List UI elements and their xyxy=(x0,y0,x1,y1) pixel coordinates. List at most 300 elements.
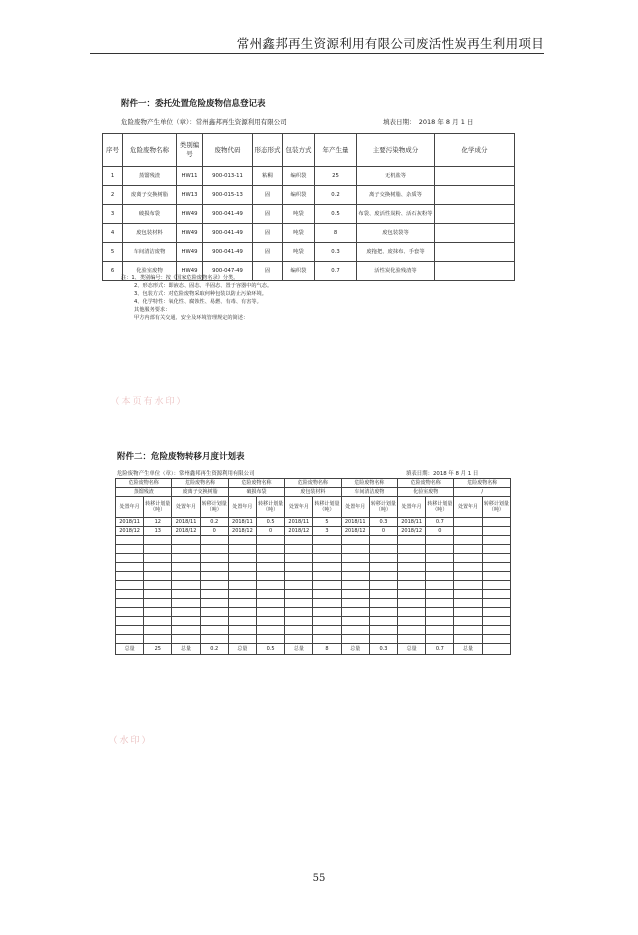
table-cell-empty xyxy=(426,626,454,635)
table-cell-empty xyxy=(228,617,256,626)
waste-name: 化验室废物 xyxy=(398,488,454,497)
waste-name: 破损布袋 xyxy=(228,488,284,497)
table-cell-empty xyxy=(116,536,144,545)
table-cell-empty xyxy=(482,545,510,554)
table-cell-empty xyxy=(454,554,482,563)
table-cell-empty xyxy=(144,545,172,554)
table-cell-empty xyxy=(116,590,144,599)
table-cell: 5 xyxy=(103,243,123,262)
col-header-plan: 转移计划量（吨） xyxy=(200,497,228,518)
table-cell-empty xyxy=(341,599,369,608)
table-cell-empty xyxy=(369,608,397,617)
table-cell: 900-015-13 xyxy=(203,186,253,205)
table-cell: 6 xyxy=(103,262,123,281)
table-cell: 5 xyxy=(313,518,341,527)
table-cell: 0.3 xyxy=(315,243,357,262)
waste-name-label: 危险废物名称 xyxy=(398,479,454,488)
table-cell-empty xyxy=(398,599,426,608)
total-value: 25 xyxy=(144,644,172,655)
table-cell: 12 xyxy=(144,518,172,527)
waste-name-label: 危险废物名称 xyxy=(285,479,341,488)
col-header-month: 处置年月 xyxy=(341,497,369,518)
waste-name-label: 危险废物名称 xyxy=(172,479,228,488)
table-row-empty xyxy=(116,599,511,608)
table-cell-empty xyxy=(116,572,144,581)
table-cell: 4 xyxy=(103,224,123,243)
table-cell-empty xyxy=(398,626,426,635)
table-cell: 2018/12 xyxy=(341,527,369,536)
table-cell-empty xyxy=(341,590,369,599)
table-cell-empty xyxy=(116,554,144,563)
appendix1-notes xyxy=(121,274,272,322)
table-cell-empty xyxy=(454,635,482,644)
table-cell-empty xyxy=(200,581,228,590)
table-cell-empty xyxy=(482,572,510,581)
table-cell: 吨袋 xyxy=(283,243,315,262)
table-header-row xyxy=(116,479,511,488)
col-header-month: 处置年月 xyxy=(116,497,144,518)
table-cell-empty xyxy=(200,545,228,554)
table-cell-empty xyxy=(482,536,510,545)
table-cell-empty xyxy=(454,581,482,590)
table-row-empty xyxy=(116,572,511,581)
table-cell-empty xyxy=(200,608,228,617)
table-cell-empty xyxy=(200,554,228,563)
col-header-plan: 转移计划量（吨） xyxy=(144,497,172,518)
table-cell: 8 xyxy=(315,224,357,243)
table-cell-empty xyxy=(482,563,510,572)
col-header: 主要污染物成分 xyxy=(357,134,435,167)
table-cell-empty xyxy=(398,554,426,563)
table-cell-empty xyxy=(200,617,228,626)
table-row-empty xyxy=(116,626,511,635)
total-label: 总量 xyxy=(341,644,369,655)
table-cell-empty xyxy=(341,563,369,572)
table-cell-empty xyxy=(369,599,397,608)
table-cell xyxy=(435,205,515,224)
table-cell-empty xyxy=(144,581,172,590)
table-cell-empty xyxy=(228,635,256,644)
table-cell-empty xyxy=(369,572,397,581)
table-cell: 蒸馏残渣 xyxy=(123,167,177,186)
table-cell-empty xyxy=(426,554,454,563)
waste-name-label: 危险废物名称 xyxy=(454,479,511,488)
table-cell: 900-041-49 xyxy=(203,224,253,243)
col-header: 形态形式 xyxy=(253,134,283,167)
appendix2-date: 填表日期：2018 年 8 月 1 日 xyxy=(406,471,479,477)
table-cell-empty xyxy=(257,590,285,599)
table-cell-empty xyxy=(285,626,313,635)
table-cell-empty xyxy=(200,635,228,644)
table-cell-empty xyxy=(228,536,256,545)
table-cell-empty xyxy=(398,572,426,581)
table-cell: 固 xyxy=(253,186,283,205)
table-cell: 3 xyxy=(103,205,123,224)
total-label: 总量 xyxy=(398,644,426,655)
table-cell-empty xyxy=(285,635,313,644)
table-cell-empty xyxy=(257,617,285,626)
table-cell: 2018/11 xyxy=(341,518,369,527)
table-cell: 0.5 xyxy=(315,205,357,224)
table-cell-empty xyxy=(228,608,256,617)
table-cell-empty xyxy=(172,545,200,554)
table-cell: HW49 xyxy=(177,205,203,224)
table-cell-empty xyxy=(341,635,369,644)
table-cell-empty xyxy=(144,563,172,572)
table-cell: 900-041-49 xyxy=(203,243,253,262)
table-cell: 0.2 xyxy=(315,186,357,205)
table-cell-empty xyxy=(257,554,285,563)
table-cell xyxy=(435,224,515,243)
waste-name-label: 危险废物名称 xyxy=(341,479,397,488)
table-cell-empty xyxy=(482,626,510,635)
table-cell-empty xyxy=(285,608,313,617)
table-cell-empty xyxy=(482,599,510,608)
table-cell: HW49 xyxy=(177,262,203,281)
table-cell-empty xyxy=(172,608,200,617)
table-cell-empty xyxy=(482,581,510,590)
table-cell-empty xyxy=(398,590,426,599)
table-cell-empty xyxy=(341,536,369,545)
table-cell-empty xyxy=(369,590,397,599)
table-row xyxy=(103,186,515,205)
table-cell-empty xyxy=(426,608,454,617)
table-cell-empty xyxy=(313,554,341,563)
table-row xyxy=(103,167,515,186)
table-cell-empty xyxy=(228,563,256,572)
total-value: 0.7 xyxy=(426,644,454,655)
table-cell xyxy=(454,518,482,527)
table-cell: 固 xyxy=(253,205,283,224)
table-cell: 0.2 xyxy=(200,518,228,527)
table-cell-empty xyxy=(257,626,285,635)
table-cell-empty xyxy=(426,536,454,545)
table-cell-empty xyxy=(369,626,397,635)
header-rule xyxy=(90,53,544,54)
table-cell: 废拖把、废抹布、手套等 xyxy=(357,243,435,262)
table-cell-empty xyxy=(116,545,144,554)
table-cell-empty xyxy=(144,608,172,617)
table-cell-empty xyxy=(257,545,285,554)
col-header-plan: 转移计划量（吨） xyxy=(257,497,285,518)
table-cell: 1 xyxy=(103,167,123,186)
total-label: 总量 xyxy=(454,644,482,655)
table-cell-empty xyxy=(144,617,172,626)
total-label: 总量 xyxy=(116,644,144,655)
table-cell-empty xyxy=(172,536,200,545)
table-row-empty xyxy=(116,545,511,554)
table-cell: HW11 xyxy=(177,167,203,186)
col-header-month: 处置年月 xyxy=(172,497,200,518)
table-cell-empty xyxy=(426,617,454,626)
table-cell-empty xyxy=(172,572,200,581)
table-cell: 2018/11 xyxy=(285,518,313,527)
table-cell-empty xyxy=(482,590,510,599)
note-line: 注：1、类别编号：按《国家危险废物名录》分类。 xyxy=(121,275,239,281)
table-cell-empty xyxy=(172,563,200,572)
table-cell-empty xyxy=(313,599,341,608)
table-cell-empty xyxy=(144,536,172,545)
table-cell: 0 xyxy=(200,527,228,536)
table-cell-empty xyxy=(369,617,397,626)
table-cell: 吨袋 xyxy=(283,224,315,243)
table-cell-empty xyxy=(426,563,454,572)
table-cell-empty xyxy=(426,581,454,590)
waste-name: 废包装材料 xyxy=(285,488,341,497)
table-row-empty xyxy=(116,563,511,572)
monthly-transfer-plan-table xyxy=(115,478,511,655)
table-cell: 900-047-49 xyxy=(203,262,253,281)
table-cell: 0 xyxy=(426,527,454,536)
waste-name: 车间清洁废物 xyxy=(341,488,397,497)
table-cell-empty xyxy=(116,635,144,644)
note-line: 3、包装方式：对危险废物采取何种包装以防止污染环境。 xyxy=(134,291,267,297)
table-cell: 破损布袋 xyxy=(123,205,177,224)
col-header-month: 处置年月 xyxy=(228,497,256,518)
table-cell-empty xyxy=(313,545,341,554)
waste-name: 废离子交换树脂 xyxy=(172,488,228,497)
table-cell: 离子交换树脂、杂质等 xyxy=(357,186,435,205)
table-cell-empty xyxy=(313,581,341,590)
table-cell-empty xyxy=(398,581,426,590)
appendix1-date: 填表日期： 2018 年 8 月 1 日 xyxy=(383,118,474,126)
col-header-plan: 转移计划量（吨） xyxy=(313,497,341,518)
table-cell: 粘稠 xyxy=(253,167,283,186)
table-cell-empty xyxy=(228,626,256,635)
table-row xyxy=(116,518,511,527)
table-row-empty xyxy=(116,554,511,563)
total-label: 总量 xyxy=(285,644,313,655)
col-header-plan: 转移计划量（吨） xyxy=(369,497,397,518)
table-cell-empty xyxy=(341,545,369,554)
table-cell: 固 xyxy=(253,262,283,281)
table-cell: 2018/11 xyxy=(116,518,144,527)
table-cell: 废离子交换树脂 xyxy=(123,186,177,205)
table-cell-empty xyxy=(144,599,172,608)
page-number: 55 xyxy=(312,873,326,884)
table-cell: 2018/12 xyxy=(285,527,313,536)
col-header: 序号 xyxy=(103,134,123,167)
table-cell-empty xyxy=(257,599,285,608)
table-cell: 2018/12 xyxy=(116,527,144,536)
table-cell-empty xyxy=(200,572,228,581)
table-cell-empty xyxy=(228,581,256,590)
table-cell-empty xyxy=(426,635,454,644)
table-cell-empty xyxy=(313,590,341,599)
table-cell: 2018/12 xyxy=(398,527,426,536)
total-label: 总量 xyxy=(172,644,200,655)
table-cell-empty xyxy=(257,635,285,644)
table-cell-empty xyxy=(426,599,454,608)
table-cell-empty xyxy=(369,536,397,545)
table-cell: 0 xyxy=(257,527,285,536)
table-cell: HW49 xyxy=(177,243,203,262)
total-value: 8 xyxy=(313,644,341,655)
table-cell-empty xyxy=(313,608,341,617)
table-cell xyxy=(482,527,510,536)
col-header: 化学成分 xyxy=(435,134,515,167)
table-cell-empty xyxy=(285,536,313,545)
table-cell-empty xyxy=(285,581,313,590)
table-header-row xyxy=(103,134,515,167)
faint-watermark-text: （本页有水印） xyxy=(104,397,188,407)
table-cell: 废包装材料 xyxy=(123,224,177,243)
table-cell-empty xyxy=(228,572,256,581)
table-cell-empty xyxy=(398,545,426,554)
note-line: 2、形态形式：即液态、固态、半固态、置于容器中的气态。 xyxy=(134,283,273,289)
table-cell xyxy=(435,186,515,205)
table-cell-empty xyxy=(144,626,172,635)
document-header-title: 常州鑫邦再生资源利用有限公司废活性炭再生利用项目 xyxy=(236,36,544,51)
table-cell-empty xyxy=(257,536,285,545)
table-cell-empty xyxy=(285,617,313,626)
table-cell-empty xyxy=(398,608,426,617)
col-header-plan: 转移计划量（吨） xyxy=(426,497,454,518)
table-cell-empty xyxy=(398,617,426,626)
total-value xyxy=(482,644,510,655)
table-cell-empty xyxy=(313,626,341,635)
table-cell: 车间清洁废物 xyxy=(123,243,177,262)
table-cell: 2 xyxy=(103,186,123,205)
table-cell-empty xyxy=(172,590,200,599)
table-cell xyxy=(435,243,515,262)
table-cell: 废包装袋等 xyxy=(357,224,435,243)
note-line: 4、化学特性：氧化性、腐蚀性、易燃、有毒、有害等。 xyxy=(134,299,262,305)
waste-name-label: 危险废物名称 xyxy=(228,479,284,488)
table-cell-empty xyxy=(426,545,454,554)
col-header: 危险废物名称 xyxy=(123,134,177,167)
table-row-empty xyxy=(116,581,511,590)
table-cell-empty xyxy=(257,608,285,617)
table-cell: 0.7 xyxy=(315,262,357,281)
table-cell: 2018/11 xyxy=(172,518,200,527)
table-cell-empty xyxy=(341,581,369,590)
table-cell-empty xyxy=(398,563,426,572)
table-row xyxy=(103,205,515,224)
table-cell-empty xyxy=(454,536,482,545)
col-header: 年产生量 xyxy=(315,134,357,167)
total-value: 0.5 xyxy=(257,644,285,655)
table-cell-empty xyxy=(369,563,397,572)
table-cell-empty xyxy=(285,554,313,563)
table-cell: 900-041-49 xyxy=(203,205,253,224)
table-cell xyxy=(454,527,482,536)
table-cell: 2018/11 xyxy=(398,518,426,527)
table-cell-empty xyxy=(369,581,397,590)
table-cell-empty xyxy=(454,599,482,608)
table-cell: 布袋、废活性炭粉、活石灰粉等 xyxy=(357,205,435,224)
table-cell-empty xyxy=(313,572,341,581)
table-cell: 2018/11 xyxy=(228,518,256,527)
table-cell-empty xyxy=(313,635,341,644)
table-cell: 编织袋 xyxy=(283,186,315,205)
table-cell: 3 xyxy=(313,527,341,536)
table-cell: 2018/12 xyxy=(228,527,256,536)
table-cell-empty xyxy=(116,608,144,617)
table-cell-empty xyxy=(369,545,397,554)
table-row-empty xyxy=(116,608,511,617)
table-row xyxy=(116,527,511,536)
table-cell-empty xyxy=(257,581,285,590)
table-cell-empty xyxy=(285,590,313,599)
col-header: 废物代码 xyxy=(203,134,253,167)
table-cell-empty xyxy=(454,608,482,617)
table-cell-empty xyxy=(116,617,144,626)
table-cell-empty xyxy=(313,536,341,545)
table-cell-empty xyxy=(454,563,482,572)
table-cell-empty xyxy=(200,563,228,572)
table-cell-empty xyxy=(285,572,313,581)
table-cell-empty xyxy=(285,545,313,554)
table-cell-empty xyxy=(172,617,200,626)
total-value: 0.3 xyxy=(369,644,397,655)
table-cell-empty xyxy=(228,590,256,599)
table-cell: 化验室废物 xyxy=(123,262,177,281)
table-cell: HW13 xyxy=(177,186,203,205)
table-cell: 900-013-11 xyxy=(203,167,253,186)
waste-registration-table xyxy=(102,133,515,281)
col-header-month: 处置年月 xyxy=(454,497,482,518)
table-cell: 固 xyxy=(253,224,283,243)
table-cell: 编织袋 xyxy=(283,167,315,186)
table-header-row xyxy=(116,488,511,497)
table-cell-empty xyxy=(172,626,200,635)
appendix2-title: 附件二：危险废物转移月度计划表 xyxy=(117,452,245,462)
table-cell-empty xyxy=(341,572,369,581)
table-cell-empty xyxy=(257,563,285,572)
table-cell-empty xyxy=(144,635,172,644)
waste-name: / xyxy=(454,488,511,497)
table-row xyxy=(103,224,515,243)
table-cell-empty xyxy=(200,590,228,599)
table-cell-empty xyxy=(228,554,256,563)
table-cell-empty xyxy=(285,599,313,608)
col-header: 包装方式 xyxy=(283,134,315,167)
waste-name-label: 危险废物名称 xyxy=(116,479,172,488)
table-cell: HW49 xyxy=(177,224,203,243)
table-cell: 活性炭化验残渣等 xyxy=(357,262,435,281)
table-cell-empty xyxy=(341,608,369,617)
table-row-empty xyxy=(116,590,511,599)
table-cell: 吨袋 xyxy=(283,205,315,224)
table-cell xyxy=(435,167,515,186)
table-cell-empty xyxy=(454,545,482,554)
table-cell: 13 xyxy=(144,527,172,536)
table-cell-empty xyxy=(285,563,313,572)
table-cell-empty xyxy=(454,626,482,635)
table-row-empty xyxy=(116,635,511,644)
table-cell-empty xyxy=(341,626,369,635)
table-cell-empty xyxy=(482,635,510,644)
table-cell: 0.3 xyxy=(369,518,397,527)
table-cell-empty xyxy=(398,536,426,545)
table-cell-empty xyxy=(116,581,144,590)
appendix1-title: 附件一：委托处置危险废物信息登记表 xyxy=(121,99,266,109)
table-row xyxy=(103,243,515,262)
col-header-month: 处置年月 xyxy=(285,497,313,518)
waste-name: 蒸馏残渣 xyxy=(116,488,172,497)
table-cell: 25 xyxy=(315,167,357,186)
col-header-plan: 转移计划量（吨） xyxy=(482,497,510,518)
table-cell: 编织袋 xyxy=(283,262,315,281)
table-total-row xyxy=(116,644,511,655)
table-cell-empty xyxy=(341,554,369,563)
table-cell-empty xyxy=(482,617,510,626)
table-cell-empty xyxy=(144,554,172,563)
col-header-month: 处置年月 xyxy=(398,497,426,518)
note-line: 甲方内部有关交通、安全及环境管理规定的简述： xyxy=(134,315,249,321)
table-cell-empty xyxy=(313,617,341,626)
